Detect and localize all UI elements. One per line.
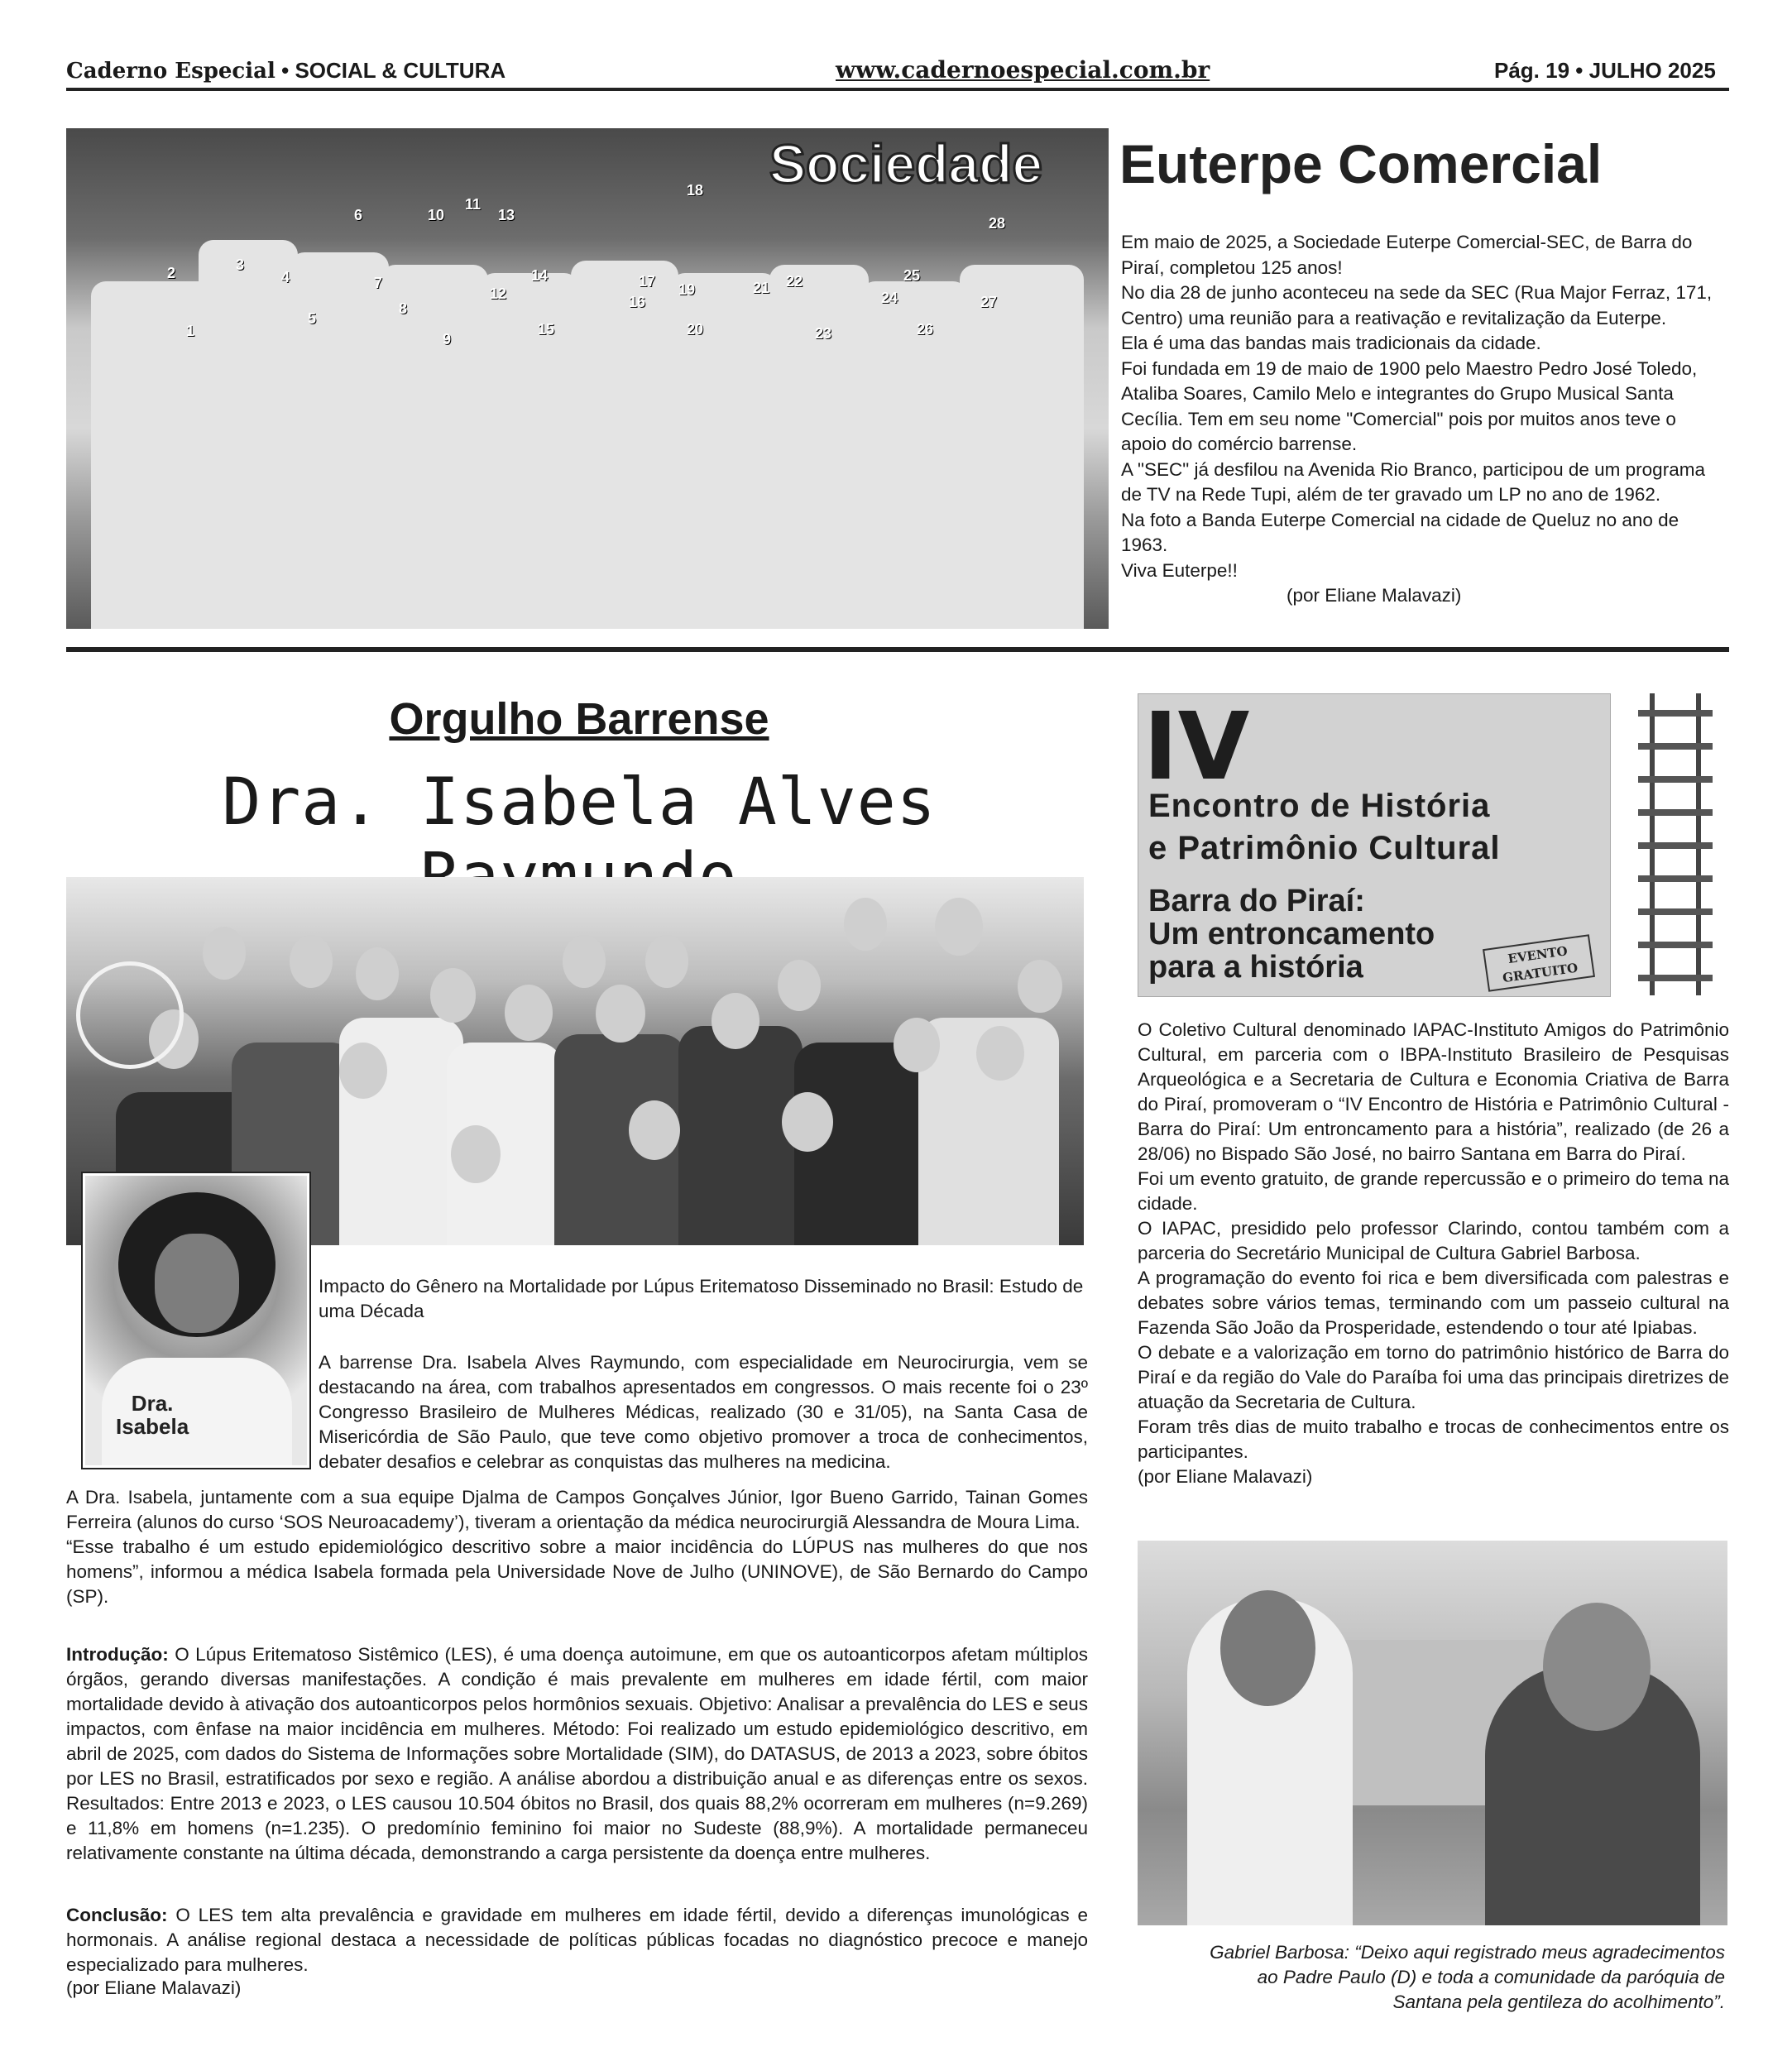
band-member (860, 281, 968, 629)
article-paragraph: No dia 28 de junho aconteceu na sede da SEC (Rua Major Ferraz, 171, Centro) uma reunião para a reativação e revitalização da Euterpe. (1121, 282, 1713, 328)
railroad-track-icon (1638, 693, 1713, 995)
euterpe-title-part1: Sociedade (769, 133, 1043, 194)
page-number: Pág. 19 (1494, 58, 1570, 83)
photo-number: 20 (687, 321, 704, 338)
article-paragraph: Ela é uma das bandas mais tradicionais da cidade. (1121, 333, 1541, 353)
banner-line: e Patrimônio Cultural (1148, 830, 1501, 866)
article-paragraph: Viva Euterpe!! (1121, 559, 1238, 581)
band-member (91, 281, 215, 629)
encontro-article (1138, 1018, 1729, 1489)
website-link[interactable]: www.cadernoespecial.com.br (836, 56, 1210, 84)
photo-number: 24 (881, 290, 898, 306)
euterpe-title-part2: Euterpe Comercial (1119, 133, 1603, 194)
person-face (203, 927, 246, 980)
band-member (960, 265, 1084, 629)
article-subtitle: Impacto do Gênero na Mortalidade por Lúpus Eritematoso Disseminado no Brasil: Estudo de uma Década (319, 1276, 1084, 1321)
photo-number: 23 (815, 325, 832, 342)
person-face (596, 985, 645, 1043)
banner-roman-numeral: IV (1143, 693, 1250, 801)
photo-number: 13 (498, 207, 515, 223)
intro-text: O Lúpus Eritematoso Sistêmico (LES), é uma doença autoimune, em que os autoanticorpos afetam múltiplos órgãos, gerando diversas manifestações. A condição é mais prevalente em mulheres em idade fértil, com maior mortalidade devido à ativação dos autoanticorpos pelos hormônios sexuais. Objetivo: Analisar a prevalência do LES e seus impactos, com ênfase na maior incidência em mulheres. Método: Foi realizado um estudo epidemiológico descritivo, em abril de 2025, com dados do Sistema de Informações sobre Mortalidade (SIM), do DATASUS, de 2013 a 2023, sobre óbitos por LES no Brasil, estratificados por sexo e região. A análise abordou a distribuição anual e as diferenças entre os sexos. Resultados: Entre 2013 e 2023, o LES causou 10.504 óbitos no Brasil, dos quais 88,2% ocorreram em mulheres (n=9.269) e 11,8% em homens (n=1.235). O predomínio feminino foi maior no Sudeste (88,9%). A mortalidade permaneceu relativamente constante na última década, demonstrando a carga persistente da doença entre mulheres. (66, 1644, 1088, 1863)
section-rule (66, 647, 1729, 652)
portrait-caption-line: Isabela (116, 1414, 189, 1439)
header-rule (66, 88, 1729, 91)
portrait-caption (116, 1392, 189, 1438)
photo-number: 14 (531, 267, 549, 284)
article-body (66, 1485, 1088, 1609)
person-face (712, 993, 759, 1049)
article-byline: (por Eliane Malavazi) (1138, 1466, 1313, 1487)
article-paragraph: “Esse trabalho é um estudo epidemiológico descritivo sobre a maior incidência do LÚPUS nas mulheres do que nos homens”, informou a médica Isabela formada pela Universidade Nove de Julho (UNINOVE), de São Bernardo do Campo (SP). (66, 1536, 1088, 1607)
article-paragraph: O debate e a valorização em torno do patrimônio histórico de Barra do Piraí e da região do Vale do Paraíba foi uma das principais diretrizes de atuação da Secretaria de Cultura. (1138, 1342, 1729, 1412)
person-face (844, 898, 887, 951)
portrait-caption-line: Dra. (131, 1391, 174, 1416)
article-paragraph: Em maio de 2025, a Sociedade Euterpe Comercial-SEC, de Barra do Piraí, completou 125 anos! (1121, 232, 1693, 278)
photo-number: 16 (629, 294, 646, 310)
photo-number: 26 (917, 321, 934, 338)
photo-number: 21 (753, 280, 770, 296)
portrait-face (155, 1234, 239, 1333)
highlight-circle (76, 961, 184, 1069)
photo-number: 22 (786, 273, 803, 290)
photo-number: 6 (354, 207, 363, 223)
article-paragraph: Foi um evento gratuito, de grande repercussão e o primeiro do tema na cidade. (1138, 1168, 1729, 1214)
article-conclusion (66, 1903, 1088, 1977)
stamp-line: GRATUITO (1502, 960, 1579, 986)
caption-line: Santana pela gentileza do acolhimento”. (1392, 1992, 1725, 2012)
band-member (480, 273, 579, 629)
header-section (66, 58, 505, 84)
stamp-line: EVENTO (1507, 943, 1569, 967)
section-name: SOCIAL & CULTURA (295, 58, 506, 83)
article-paragraph: A "SEC" já desfilou na Avenida Rio Branco, participou de um programa de TV na Rede Tupi, além de ter gravado um LP no ano de 1962. (1121, 458, 1705, 505)
person-face (935, 898, 983, 956)
page-info (1494, 58, 1716, 84)
person-face (645, 935, 688, 988)
person-face (782, 1092, 833, 1152)
banner-line: Um entroncamento (1148, 917, 1435, 952)
photo-number: 27 (980, 294, 998, 310)
person-face (451, 1125, 501, 1183)
banner-line: Encontro de História (1148, 788, 1491, 824)
article-introduction (66, 1642, 1088, 1866)
article-paragraph: Foram três dias de muito trabalho e trocas de conhecimentos entre os participantes. (1138, 1416, 1729, 1462)
intro-label: Introdução: (66, 1644, 169, 1665)
banner-line: Barra do Piraí: (1148, 884, 1365, 918)
article-paragraph: O Coletivo Cultural denominado IAPAC-Instituto Amigos do Patrimônio Cultural, em parceria com o IBPA-Instituto Brasileiro de Pesquisas Arqueológica e a Secretaria de Cultura e Economia Criativa de Barra do Piraí, promoveram o “IV Encontro de História e Patrimônio Cultural - Barra do Piraí: Um entroncamento para a história”, realizado (de 26 a 28/06) no Bispado São José, no bairro Santana em Barra do Piraí. (1138, 1019, 1729, 1164)
photo-number: 4 (281, 269, 290, 285)
photo-number: 7 (374, 275, 383, 291)
person-face (778, 960, 821, 1011)
band-member (290, 252, 389, 629)
issue-date: JULHO 2025 (1588, 58, 1716, 83)
band-member (571, 261, 678, 629)
photo-number: 12 (490, 285, 507, 302)
photo-number: 8 (399, 300, 408, 317)
photo-number: 19 (678, 281, 696, 298)
person-face (1018, 960, 1062, 1013)
person-face (976, 1026, 1024, 1081)
photo-number: 5 (308, 310, 317, 327)
photo-number: 10 (428, 207, 445, 223)
article-paragraph: Foi fundada em 19 de maio de 1900 pelo Maestro Pedro José Toledo, Ataliba Soares, Camilo Melo e integrantes do Grupo Musical Santa Cecília. Tem em seu nome "Comercial" pois por muitos anos teve o apoio do comércio barrense. (1121, 357, 1698, 454)
person-face (629, 1100, 680, 1160)
gabriel-barbosa-photo (1138, 1541, 1727, 1925)
caption-line: ao Padre Paulo (D) e toda a comunidade da paróquia de (1257, 1967, 1725, 1987)
article-paragraph: O IAPAC, presidido pelo professor Clarindo, contou também com a parceria do Secretário Municipal de Cultura Gabriel Barbosa. (1138, 1218, 1729, 1263)
banner-line: para a história (1148, 950, 1363, 985)
person-face (1543, 1603, 1651, 1731)
orgulho-kicker: Orgulho Barrense (389, 694, 769, 744)
orgulho-headline: Dra. Isabela Alves (222, 765, 937, 840)
conclusion-text: O LES tem alta prevalência e gravidade em mulheres em idade fértil, devido a diferenças imunológicas e hormonais. A análise regional destaca a necessidade de políticas públicas focadas no diagnóstico precoce e manejo especializado para mulheres. (66, 1905, 1088, 1975)
header-separator: • (281, 58, 295, 83)
person-face (1220, 1590, 1315, 1706)
band-photo (66, 128, 1109, 629)
photo-number: 1 (186, 323, 195, 339)
photo-number: 9 (443, 331, 452, 348)
photo-number: 15 (538, 321, 555, 338)
person-face (356, 947, 399, 1000)
euterpe-article (1121, 230, 1725, 609)
photo-number: 25 (903, 267, 921, 284)
person-face (339, 1043, 387, 1099)
band-member (769, 265, 869, 629)
person-face (290, 935, 333, 988)
photo-number: 2 (167, 265, 176, 281)
article-byline: (por Eliane Malavazi) (1287, 585, 1462, 606)
article-byline: (por Eliane Malavazi) (66, 1977, 242, 1998)
person-face (894, 1018, 940, 1072)
conclusion-label: Conclusão: (66, 1905, 168, 1925)
band-member (381, 265, 488, 629)
article-paragraph: A Dra. Isabela, juntamente com a sua equipe Djalma de Campos Gonçalves Júnior, Igor Bueno Garrido, Tainan Gomes Ferreira (alunos do curso ‘SOS Neuroacademy’), tiveram a orientação da médica neurocirurgiã Alessandra de Moura Lima. (66, 1487, 1088, 1532)
photo-caption (1138, 1940, 1725, 2015)
newspaper-brand: Caderno Especial (66, 59, 276, 84)
photo-number: 11 (465, 196, 482, 213)
caption-line: Gabriel Barbosa: “Deixo aqui registrado meus agradecimentos (1210, 1942, 1725, 1963)
person-face (430, 968, 476, 1023)
photo-number: 18 (687, 182, 704, 199)
article-paragraph: A programação do evento foi rica e bem diversificada com palestras e debates sobre vários temas, terminando com um passeio cultural na Fazenda São João da Prosperidade, estendendo o tour até Ipiabas. (1138, 1268, 1729, 1338)
photo-number: 28 (989, 215, 1006, 232)
article-paragraph: Na foto a Banda Euterpe Comercial na cidade de Queluz no ano de 1963. (1121, 509, 1679, 555)
photo-number: 17 (639, 273, 656, 290)
person-face (563, 935, 606, 988)
band-member (199, 240, 298, 629)
header-separator: • (1575, 58, 1589, 83)
photo-number: 3 (236, 256, 245, 273)
article-lede: A barrense Dra. Isabela Alves Raymundo, com especialidade em Neurocirurgia, vem se destacando na área, com trabalhos apresentados em congressos. O mais recente foi o 23º Congresso Brasileiro de Mulheres Médicas, realizado (30 e 31/05), na Santa Casa de Misericórdia de São Paulo, que teve como objetivo promover a troca de conhecimentos, debater desafios e celebrar as conquistas das mulheres na medicina. (319, 1352, 1088, 1472)
person-face (505, 985, 553, 1041)
